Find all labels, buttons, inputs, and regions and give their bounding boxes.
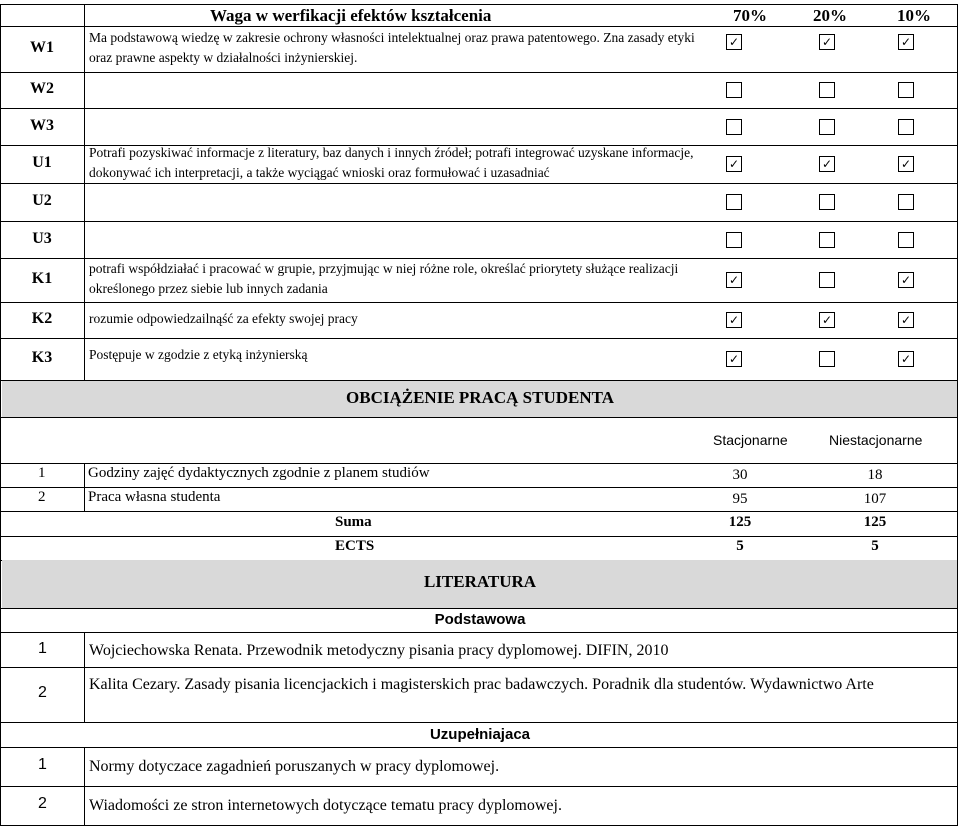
checkbox-checked-icon[interactable]: ✓ [898,34,914,50]
basic-literature-title: Podstawowa [434,611,526,628]
extra-literature-title: Uzupełniajaca [429,726,531,743]
checkbox-checked-icon[interactable]: ✓ [726,156,742,172]
checkbox-empty-icon[interactable] [819,272,835,288]
literature-title: LITERATURA [423,572,537,591]
outcome-description: Ma podstawową wiedzę w zakresie ochrony własności intelektualnej oraz prawa patentowego. Zna zasady etyki oraz prawne aspekty w działalności inżynierskiej. [89,30,695,65]
checkbox-empty-icon[interactable] [898,194,914,210]
checkbox-empty-icon[interactable] [819,119,835,135]
literature-entry: Wojciechowska Renata. Przewodnik metodyczny pisania pracy dyplomowej. DIFIN, 2010 [89,642,669,659]
checkbox-checked-icon[interactable]: ✓ [726,312,742,328]
col-stacjonarne: Stacjonarne [713,432,788,448]
checkbox-empty-icon[interactable] [726,82,742,98]
outcome-description: Potrafi pozyskiwać informacje z literatury, baz danych i innych źródeł; potrafi integrować uzyskane informacje, dokonywać ich interpretacji, a także wyciągać wnioski oraz formułować i uzasadniać [89,145,694,180]
checkbox-checked-icon[interactable]: ✓ [898,351,914,367]
literature-number: 1 [38,640,47,657]
weight-20: 20% [813,6,847,25]
checkbox-checked-icon[interactable]: ✓ [898,312,914,328]
workload-value-niestacjonarne: 107 [863,491,887,507]
outcome-code-w1: W1 [30,39,54,56]
ects-stacjonarne: 5 [736,538,744,554]
checkbox-empty-icon[interactable] [726,119,742,135]
workload-value-niestacjonarne: 18 [867,467,883,483]
outcome-code-u2: U2 [32,192,52,209]
outcome-description: Postępuje w zgodzie z etyką inżynierską [89,347,308,362]
workload-value-stacjonarne: 95 [732,491,748,507]
literature-number: 1 [38,756,47,773]
checkbox-checked-icon[interactable]: ✓ [898,156,914,172]
workload-row-label: Godziny zajęć dydaktycznych zgodnie z planem studiów [88,465,430,481]
outcome-code-w2: W2 [30,80,54,97]
workload-row-label: Praca własna studenta [88,489,221,505]
checkbox-empty-icon[interactable] [726,194,742,210]
checkbox-checked-icon[interactable]: ✓ [898,272,914,288]
checkbox-checked-icon[interactable]: ✓ [819,312,835,328]
workload-value-stacjonarne: 30 [732,467,748,483]
checkbox-checked-icon[interactable]: ✓ [819,34,835,50]
workload-row-number: 1 [38,465,46,481]
outcome-code-k3: K3 [31,349,53,366]
checkbox-empty-icon[interactable] [819,194,835,210]
outcome-code-k1: K1 [31,270,53,287]
col-niestacjonarne: Niestacjonarne [829,432,923,448]
checkbox-empty-icon[interactable] [726,232,742,248]
checkbox-checked-icon[interactable]: ✓ [819,156,835,172]
outcome-code-u1: U1 [32,154,52,171]
checkbox-empty-icon[interactable] [898,232,914,248]
literature-entry: Kalita Cezary. Zasady pisania licencjackich i magisterskich prac badawczych. Poradnik dla studentów. Wydawnictwo Arte [89,676,874,693]
sum-label: Suma [335,514,372,530]
checkbox-checked-icon[interactable]: ✓ [726,34,742,50]
workload-title: OBCIĄŻENIE PRACĄ STUDENTA [346,388,614,407]
outcome-code-k2: K2 [31,310,53,327]
ects-niestacjonarne: 5 [871,538,879,554]
weight-70: 70% [733,6,767,25]
checkbox-empty-icon[interactable] [898,82,914,98]
literature-entry: Normy dotyczace zagadnień poruszanych w pracy dyplomowej. [89,758,500,775]
checkbox-checked-icon[interactable]: ✓ [726,272,742,288]
literature-number: 2 [38,795,47,812]
checkbox-empty-icon[interactable] [819,351,835,367]
weight-10: 10% [897,6,931,25]
literature-entry: Wiadomości ze stron internetowych dotyczące tematu pracy dyplomowej. [89,797,562,814]
checkbox-empty-icon[interactable] [819,232,835,248]
checkbox-checked-icon[interactable]: ✓ [726,351,742,367]
sum-niestacjonarne: 125 [863,514,887,530]
workload-row-number: 2 [38,489,46,505]
ects-label: ECTS [335,538,375,554]
outcome-description: rozumie odpowiedzailnąść za efekty swojej pracy [89,311,358,326]
outcome-description: potrafi współdziałać i pracować w grupie, przyjmując w niej różne role, określać priorytety służące realizacji określonego przez siebie lub innych zadania [89,261,679,296]
outcome-code-w3: W3 [30,116,54,134]
checkbox-empty-icon[interactable] [819,82,835,98]
sum-stacjonarne: 125 [728,514,752,530]
outcome-code-u3: U3 [32,229,52,247]
checkbox-empty-icon[interactable] [898,119,914,135]
literature-number: 2 [38,684,47,701]
table-title: Waga w werfikacji efektów kształcenia [210,6,492,25]
